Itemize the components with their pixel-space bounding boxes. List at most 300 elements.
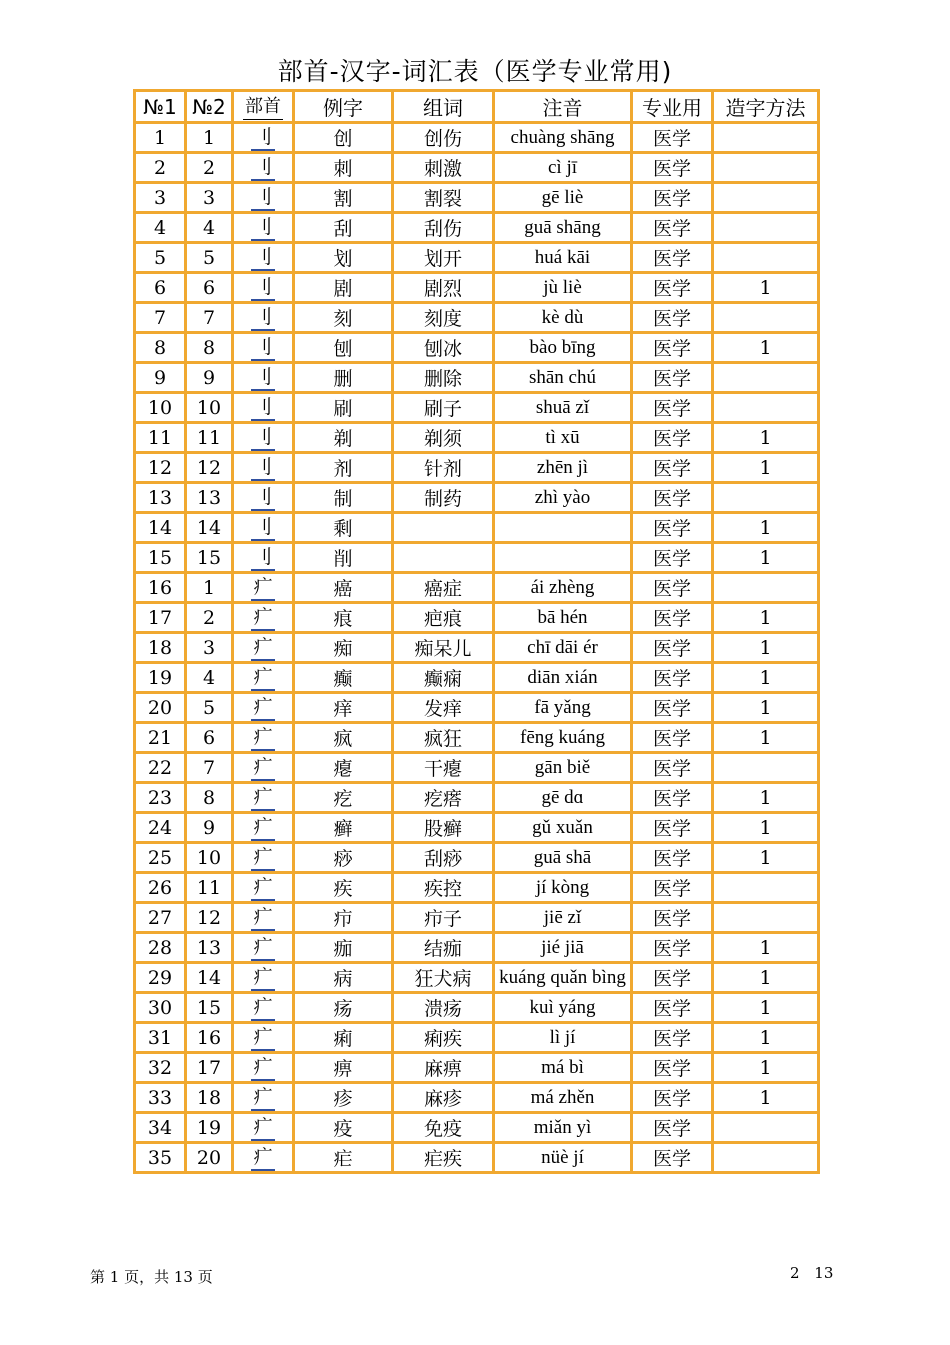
- cell-method: 1: [713, 543, 819, 573]
- radical-link[interactable]: 刂: [251, 395, 274, 421]
- cell-no2: 15: [186, 993, 233, 1023]
- cell-radical: [233, 333, 294, 363]
- cell-no2: 16: [186, 1023, 233, 1053]
- cell-use: 医学: [632, 753, 713, 783]
- radical-link[interactable]: 疒: [251, 635, 274, 661]
- radical-link[interactable]: 刂: [251, 545, 274, 571]
- cell-no1: 19: [135, 663, 186, 693]
- cell-radical: [233, 123, 294, 153]
- cell-use: 医学: [632, 153, 713, 183]
- cell-radical: [233, 303, 294, 333]
- cell-pinyin: kè dù: [494, 303, 632, 333]
- cell-example-char: 病: [294, 963, 393, 993]
- cell-use: 医学: [632, 453, 713, 483]
- table-row: [135, 1053, 819, 1083]
- cell-use: 医学: [632, 513, 713, 543]
- cell-method: [713, 1143, 819, 1173]
- cell-word: 删除: [393, 363, 494, 393]
- cell-example-char: 痢: [294, 1023, 393, 1053]
- cell-radical: [233, 903, 294, 933]
- radical-link[interactable]: 疒: [251, 755, 274, 781]
- cell-method: 1: [713, 723, 819, 753]
- cell-example-char: 制: [294, 483, 393, 513]
- cell-no1: 20: [135, 693, 186, 723]
- cell-example-char: 刺: [294, 153, 393, 183]
- cell-pinyin: má bì: [494, 1053, 632, 1083]
- cell-radical: [233, 483, 294, 513]
- table-row: [135, 333, 819, 363]
- cell-use: 医学: [632, 303, 713, 333]
- page-title: 部首-汉字-词汇表（医学专业常用): [277, 57, 673, 86]
- cell-radical: [233, 1053, 294, 1083]
- cell-radical: [233, 1023, 294, 1053]
- radical-link[interactable]: 疒: [251, 725, 274, 751]
- cell-word: 刮痧: [393, 843, 494, 873]
- cell-word: 癫痫: [393, 663, 494, 693]
- cell-no1: 13: [135, 483, 186, 513]
- cell-no1: 8: [135, 333, 186, 363]
- cell-no2: 2: [186, 153, 233, 183]
- cell-example-char: 删: [294, 363, 393, 393]
- cell-method: [713, 483, 819, 513]
- cell-no2: 6: [186, 723, 233, 753]
- header-pinyin: 注音: [494, 91, 632, 123]
- cell-no2: 5: [186, 243, 233, 273]
- cell-method: 1: [713, 633, 819, 663]
- cell-word: 刨冰: [393, 333, 494, 363]
- cell-no1: 23: [135, 783, 186, 813]
- cell-pinyin: bào bīng: [494, 333, 632, 363]
- cell-method: 1: [713, 993, 819, 1023]
- cell-example-char: 痧: [294, 843, 393, 873]
- cell-example-char: 割: [294, 183, 393, 213]
- table-row: [135, 843, 819, 873]
- cell-example-char: 削: [294, 543, 393, 573]
- cell-pinyin: zhēn jì: [494, 453, 632, 483]
- cell-no1: 24: [135, 813, 186, 843]
- cell-pinyin: guā shā: [494, 843, 632, 873]
- cell-method: 1: [713, 1053, 819, 1083]
- cell-no1: 35: [135, 1143, 186, 1173]
- radical-link[interactable]: 刂: [251, 515, 274, 541]
- radical-link[interactable]: 刂: [251, 125, 274, 151]
- cell-example-char: 癫: [294, 663, 393, 693]
- cell-example-char: 疹: [294, 1083, 393, 1113]
- cell-use: 医学: [632, 663, 713, 693]
- cell-pinyin: tì xū: [494, 423, 632, 453]
- radical-link[interactable]: 疒: [251, 605, 274, 631]
- table-row: [135, 663, 819, 693]
- radical-link[interactable]: 刂: [251, 485, 274, 511]
- cell-method: 1: [713, 453, 819, 483]
- cell-no2: 18: [186, 1083, 233, 1113]
- cell-radical: [233, 273, 294, 303]
- cell-no2: 4: [186, 213, 233, 243]
- cell-word: 疟疾: [393, 1143, 494, 1173]
- cell-no1: 15: [135, 543, 186, 573]
- radical-link[interactable]: 疒: [251, 665, 274, 691]
- header-method: 造字方法: [713, 91, 819, 123]
- table-row: [135, 1113, 819, 1143]
- cell-pinyin: nüè jí: [494, 1143, 632, 1173]
- cell-method: 1: [713, 1083, 819, 1113]
- cell-no2: 11: [186, 423, 233, 453]
- cell-method: [713, 123, 819, 153]
- cell-radical: [233, 753, 294, 783]
- cell-method: 1: [713, 843, 819, 873]
- radical-link[interactable]: 疒: [251, 575, 274, 601]
- cell-example-char: 疙: [294, 783, 393, 813]
- cell-pinyin: chuàng shāng: [494, 123, 632, 153]
- cell-word: 疾控: [393, 873, 494, 903]
- table-row: [135, 753, 819, 783]
- cell-pinyin: gē liè: [494, 183, 632, 213]
- cell-use: 医学: [632, 963, 713, 993]
- cell-word: 剃须: [393, 423, 494, 453]
- cell-no2: 6: [186, 273, 233, 303]
- cell-method: [713, 873, 819, 903]
- radical-link[interactable]: 疒: [251, 935, 274, 961]
- radical-link[interactable]: 刂: [251, 185, 274, 211]
- cell-pinyin: gǔ xuǎn: [494, 813, 632, 843]
- cell-method: 1: [713, 273, 819, 303]
- radical-link[interactable]: 疒: [251, 695, 274, 721]
- cell-no1: 22: [135, 753, 186, 783]
- cell-word: 剧烈: [393, 273, 494, 303]
- cell-example-char: 剩: [294, 513, 393, 543]
- header-example: 例字: [294, 91, 393, 123]
- cell-example-char: 癣: [294, 813, 393, 843]
- cell-no2: 4: [186, 663, 233, 693]
- cell-word: 刻度: [393, 303, 494, 333]
- radical-link[interactable]: 疒: [251, 845, 274, 871]
- cell-example-char: 疟: [294, 1143, 393, 1173]
- cell-no2: 11: [186, 873, 233, 903]
- cell-example-char: 疯: [294, 723, 393, 753]
- cell-no1: 27: [135, 903, 186, 933]
- cell-no2: 2: [186, 603, 233, 633]
- table-row: [135, 273, 819, 303]
- radical-link[interactable]: 刂: [251, 245, 274, 271]
- cell-radical: [233, 633, 294, 663]
- cell-example-char: 划: [294, 243, 393, 273]
- cell-use: 医学: [632, 243, 713, 273]
- cell-word: 制药: [393, 483, 494, 513]
- cell-example-char: 刮: [294, 213, 393, 243]
- cell-radical: [233, 843, 294, 873]
- table-row: [135, 213, 819, 243]
- table-row: [135, 783, 819, 813]
- cell-pinyin: [494, 543, 632, 573]
- cell-use: 医学: [632, 273, 713, 303]
- cell-word: 干瘪: [393, 753, 494, 783]
- cell-pinyin: gē dɑ: [494, 783, 632, 813]
- cell-example-char: 痕: [294, 603, 393, 633]
- cell-word: 划开: [393, 243, 494, 273]
- cell-example-char: 疾: [294, 873, 393, 903]
- cell-example-char: 疡: [294, 993, 393, 1023]
- cell-radical: [233, 813, 294, 843]
- radical-link[interactable]: 疒: [251, 875, 274, 901]
- cell-method: 1: [713, 423, 819, 453]
- cell-no1: 7: [135, 303, 186, 333]
- cell-no1: 17: [135, 603, 186, 633]
- cell-word: 疖子: [393, 903, 494, 933]
- cell-example-char: 痴: [294, 633, 393, 663]
- cell-word: 发痒: [393, 693, 494, 723]
- cell-no1: 31: [135, 1023, 186, 1053]
- cell-example-char: 刨: [294, 333, 393, 363]
- radical-link[interactable]: 刂: [251, 455, 274, 481]
- cell-example-char: 痒: [294, 693, 393, 723]
- cell-no2: 12: [186, 903, 233, 933]
- cell-pinyin: lì jí: [494, 1023, 632, 1053]
- cell-method: 1: [713, 513, 819, 543]
- cell-use: 医学: [632, 933, 713, 963]
- cell-method: [713, 753, 819, 783]
- cell-no1: 21: [135, 723, 186, 753]
- cell-word: 狂犬病: [393, 963, 494, 993]
- cell-radical: [233, 213, 294, 243]
- cell-pinyin: jí kòng: [494, 873, 632, 903]
- cell-no2: 9: [186, 813, 233, 843]
- table-row: [135, 483, 819, 513]
- cell-radical: [233, 993, 294, 1023]
- cell-radical: [233, 663, 294, 693]
- cell-no1: 3: [135, 183, 186, 213]
- cell-pinyin: fēng kuáng: [494, 723, 632, 753]
- cell-use: 医学: [632, 1113, 713, 1143]
- cell-word: 癌症: [393, 573, 494, 603]
- cell-use: 医学: [632, 723, 713, 753]
- cell-no2: 10: [186, 843, 233, 873]
- cell-no2: 3: [186, 633, 233, 663]
- cell-method: 1: [713, 333, 819, 363]
- cell-radical: [233, 963, 294, 993]
- cell-example-char: 癌: [294, 573, 393, 603]
- cell-no1: 14: [135, 513, 186, 543]
- cell-pinyin: miǎn yì: [494, 1113, 632, 1143]
- cell-use: 医学: [632, 363, 713, 393]
- cell-use: 医学: [632, 123, 713, 153]
- cell-radical: [233, 543, 294, 573]
- cell-pinyin: zhì yào: [494, 483, 632, 513]
- cell-method: 1: [713, 963, 819, 993]
- cell-use: 医学: [632, 393, 713, 423]
- table-row: [135, 933, 819, 963]
- cell-no2: 7: [186, 753, 233, 783]
- cell-no2: 1: [186, 573, 233, 603]
- table-row: [135, 123, 819, 153]
- header-row: [135, 91, 819, 123]
- cell-pinyin: shuā zǐ: [494, 393, 632, 423]
- cell-no1: 12: [135, 453, 186, 483]
- table-row: [135, 543, 819, 573]
- cell-word: 溃疡: [393, 993, 494, 1023]
- radical-link[interactable]: 刂: [251, 275, 274, 301]
- table-row: [135, 903, 819, 933]
- page-numbers: 2 13: [790, 1264, 834, 1282]
- cell-no2: 7: [186, 303, 233, 333]
- cell-use: 医学: [632, 993, 713, 1023]
- radical-link[interactable]: 疒: [251, 1085, 274, 1111]
- cell-pinyin: huá kāi: [494, 243, 632, 273]
- vocabulary-table: [133, 89, 820, 1174]
- cell-no2: 8: [186, 783, 233, 813]
- cell-method: 1: [713, 693, 819, 723]
- table-row: [135, 693, 819, 723]
- cell-word: 痴呆儿: [393, 633, 494, 663]
- cell-method: 1: [713, 1023, 819, 1053]
- cell-word: 疯狂: [393, 723, 494, 753]
- table-row: [135, 993, 819, 1023]
- cell-use: 医学: [632, 813, 713, 843]
- radical-link[interactable]: 刂: [251, 335, 274, 361]
- cell-no1: 33: [135, 1083, 186, 1113]
- cell-radical: [233, 1113, 294, 1143]
- cell-no2: 19: [186, 1113, 233, 1143]
- cell-no2: 10: [186, 393, 233, 423]
- cell-use: 医学: [632, 183, 713, 213]
- header-use: 专业用: [632, 91, 713, 123]
- cell-no1: 11: [135, 423, 186, 453]
- cell-word: 刺激: [393, 153, 494, 183]
- cell-pinyin: chī dāi ér: [494, 633, 632, 663]
- cell-no2: 12: [186, 453, 233, 483]
- cell-pinyin: diān xián: [494, 663, 632, 693]
- cell-word: 刷子: [393, 393, 494, 423]
- cell-method: 1: [713, 813, 819, 843]
- cell-method: [713, 393, 819, 423]
- cell-method: [713, 213, 819, 243]
- cell-method: [713, 183, 819, 213]
- cell-pinyin: ái zhèng: [494, 573, 632, 603]
- radical-link[interactable]: 疒: [251, 905, 274, 931]
- cell-pinyin: guā shāng: [494, 213, 632, 243]
- cell-no2: 17: [186, 1053, 233, 1083]
- cell-no1: 16: [135, 573, 186, 603]
- header-word: 组词: [393, 91, 494, 123]
- cell-use: 医学: [632, 843, 713, 873]
- cell-use: 医学: [632, 633, 713, 663]
- cell-example-char: 剂: [294, 453, 393, 483]
- cell-pinyin: kuì yáng: [494, 993, 632, 1023]
- cell-no2: 13: [186, 483, 233, 513]
- cell-example-char: 痹: [294, 1053, 393, 1083]
- cell-example-char: 刷: [294, 393, 393, 423]
- cell-method: 1: [713, 933, 819, 963]
- cell-method: [713, 363, 819, 393]
- table-row: [135, 603, 819, 633]
- cell-no1: 26: [135, 873, 186, 903]
- radical-link[interactable]: 刂: [251, 365, 274, 391]
- cell-method: [713, 243, 819, 273]
- cell-example-char: 疫: [294, 1113, 393, 1143]
- radical-link[interactable]: 疒: [251, 1145, 274, 1171]
- radical-link[interactable]: 疒: [251, 1025, 274, 1051]
- cell-method: [713, 573, 819, 603]
- cell-radical: [233, 873, 294, 903]
- radical-link[interactable]: 疒: [251, 965, 274, 991]
- table-row: [135, 183, 819, 213]
- cell-example-char: 剧: [294, 273, 393, 303]
- table-row: [135, 963, 819, 993]
- cell-method: [713, 1113, 819, 1143]
- radical-link[interactable]: 疒: [251, 1055, 274, 1081]
- table-row: [135, 573, 819, 603]
- cell-no1: 28: [135, 933, 186, 963]
- cell-no2: 15: [186, 543, 233, 573]
- cell-pinyin: jù liè: [494, 273, 632, 303]
- radical-link[interactable]: 刂: [251, 155, 274, 181]
- radical-link[interactable]: 刂: [251, 425, 274, 451]
- radical-link[interactable]: 疒: [251, 995, 274, 1021]
- radical-link[interactable]: 刂: [251, 305, 274, 331]
- radical-link[interactable]: 刂: [251, 215, 274, 241]
- cell-pinyin: bā hén: [494, 603, 632, 633]
- radical-link[interactable]: 疒: [251, 815, 274, 841]
- cell-word: 股癣: [393, 813, 494, 843]
- cell-use: 医学: [632, 603, 713, 633]
- cell-use: 医学: [632, 693, 713, 723]
- radical-link[interactable]: 疒: [251, 785, 274, 811]
- cell-use: 医学: [632, 333, 713, 363]
- table-row: [135, 1083, 819, 1113]
- cell-pinyin: gān biě: [494, 753, 632, 783]
- cell-pinyin: fā yǎng: [494, 693, 632, 723]
- cell-pinyin: cì jī: [494, 153, 632, 183]
- cell-word: 针剂: [393, 453, 494, 483]
- cell-no2: 8: [186, 333, 233, 363]
- header-no1: №1: [135, 91, 186, 123]
- radical-link[interactable]: 疒: [251, 1115, 274, 1141]
- cell-no1: 29: [135, 963, 186, 993]
- cell-no2: 20: [186, 1143, 233, 1173]
- cell-word: 刮伤: [393, 213, 494, 243]
- table-row: [135, 363, 819, 393]
- cell-no1: 25: [135, 843, 186, 873]
- cell-word: 麻痹: [393, 1053, 494, 1083]
- cell-word: 疙瘩: [393, 783, 494, 813]
- table-row: [135, 1023, 819, 1053]
- table-row: [135, 873, 819, 903]
- cell-radical: [233, 603, 294, 633]
- cell-radical: [233, 933, 294, 963]
- cell-pinyin: jié jiā: [494, 933, 632, 963]
- cell-pinyin: má zhěn: [494, 1083, 632, 1113]
- cell-method: [713, 903, 819, 933]
- cell-example-char: 疖: [294, 903, 393, 933]
- cell-pinyin: shān chú: [494, 363, 632, 393]
- header-radical: [233, 91, 294, 123]
- cell-radical: [233, 153, 294, 183]
- cell-no1: 2: [135, 153, 186, 183]
- cell-radical: [233, 393, 294, 423]
- cell-example-char: 痂: [294, 933, 393, 963]
- cell-use: 医学: [632, 783, 713, 813]
- page-info: 第 1 页，共 13 页: [90, 1268, 213, 1286]
- header-no2: №2: [186, 91, 233, 123]
- cell-radical: [233, 363, 294, 393]
- table-row: [135, 1143, 819, 1173]
- table-row: [135, 423, 819, 453]
- cell-word: 结痂: [393, 933, 494, 963]
- table-row: [135, 393, 819, 423]
- cell-word: 免疫: [393, 1113, 494, 1143]
- cell-word: 痢疾: [393, 1023, 494, 1053]
- cell-no2: 3: [186, 183, 233, 213]
- cell-radical: [233, 423, 294, 453]
